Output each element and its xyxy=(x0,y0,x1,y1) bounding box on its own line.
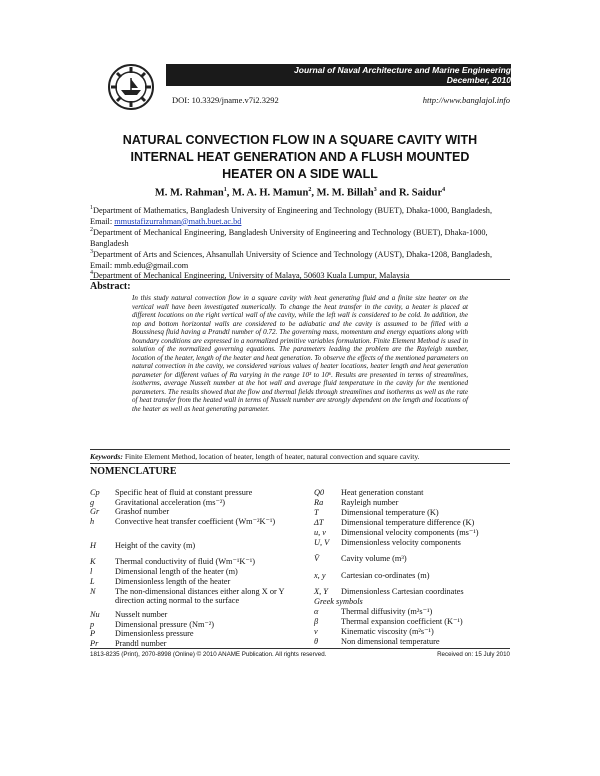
footer-issn: 1813-8235 (Print), 2070-8998 (Online) © 2010 ANAME Publication. All rights reserved. xyxy=(90,651,327,658)
nom-definition: Rayleigh number xyxy=(341,498,399,507)
title-line: INTERNAL HEAT GENERATION AND A FLUSH MOUNTED xyxy=(130,150,470,164)
nom-definition: Non dimensional temperature xyxy=(341,637,440,646)
divider xyxy=(90,279,510,280)
keywords-label: Keywords: xyxy=(90,452,123,461)
affil-sup: 3 xyxy=(90,249,93,255)
affil-sup: 2 xyxy=(90,227,93,233)
nom-symbol: ν xyxy=(314,627,318,636)
nom-definition: Thermal diffusivity (m²s⁻¹) xyxy=(341,607,433,616)
affil-sup: 4 xyxy=(90,270,93,276)
author-separator: , xyxy=(311,187,317,199)
nom-symbol: L xyxy=(90,577,95,586)
nom-symbol: P xyxy=(90,629,96,638)
footer-received-date: Received on: 15 July 2010 xyxy=(437,651,510,658)
affil-text: Department of Mechanical Engineering, Bangladesh University of Engineering and Technology (BUET), Dhaka-1000, Bangladesh xyxy=(90,227,488,248)
affil-text: Department of Mathematics, Bangladesh University of Engineering and Technology (BUET), Dhaka-1000, Bangladesh, Email: xyxy=(90,205,493,226)
abstract-heading: Abstract: xyxy=(90,281,131,292)
nom-symbol: Pr xyxy=(90,639,99,648)
paper-title xyxy=(90,132,510,183)
affil-text: Department of Arts and Sciences, Ahsanullah University of Science and Technology (AUST), Dhaka-1208, Bangladesh, Email: mmb.edu@gmail.com xyxy=(90,249,493,270)
nom-symbol: X, Y xyxy=(314,587,328,596)
nom-definition: The non-dimensional distances either along X or Y direction acting normal to the surface xyxy=(115,587,285,606)
author-affil-sup: 2 xyxy=(308,187,312,193)
title-line: HEATER ON A SIDE WALL xyxy=(222,167,378,181)
nom-symbol: Nu xyxy=(90,610,100,619)
nom-definition: Heat generation constant xyxy=(341,488,424,497)
doi: DOI: 10.3329/jname.v7i2.3292 xyxy=(172,95,279,105)
author-affil-sup: 4 xyxy=(442,187,446,193)
nom-symbol: U, V xyxy=(314,538,330,547)
author-affil-sup: 3 xyxy=(373,187,377,193)
nom-symbol: V̄ xyxy=(314,554,320,563)
divider xyxy=(90,463,510,464)
nom-definition: Cartesian co-ordinates (m) xyxy=(341,571,430,580)
author-name: M. M. Billah xyxy=(316,187,374,199)
nom-symbol: u, v xyxy=(314,528,326,537)
nom-symbol: K xyxy=(90,557,96,566)
nom-definition: Thermal conductivity of fluid (Wm⁻¹K⁻¹) xyxy=(115,557,255,566)
journal-logo xyxy=(108,64,154,110)
nom-definition: Dimensional velocity components (ms⁻¹) xyxy=(341,528,479,537)
author-name: M. A. H. Mamun xyxy=(231,187,309,199)
journal-name: Journal of Naval Architecture and Marine Engineering xyxy=(294,65,511,75)
nom-definition: Gravitational acceleration (ms⁻²) xyxy=(115,498,226,507)
journal-date: December, 2010 xyxy=(446,75,511,85)
nom-definition: Dimensional length of the heater (m) xyxy=(115,567,238,576)
nom-definition: Nusselt number xyxy=(115,610,168,619)
title-line: NATURAL CONVECTION FLOW IN A SQUARE CAVITY WITH xyxy=(122,133,478,147)
nom-definition: Dimensionless pressure xyxy=(115,629,194,638)
nom-symbol: Ra xyxy=(314,498,324,507)
nom-definition: Specific heat of fluid at constant pressure xyxy=(115,488,253,497)
nom-symbol: β xyxy=(314,617,319,626)
nom-definition: Dimensionless velocity components xyxy=(341,538,461,547)
greek-symbols-label: Greek symbols xyxy=(314,597,363,606)
author-affil-sup: 1 xyxy=(223,187,227,193)
nom-symbol: x, y xyxy=(314,571,326,580)
nom-symbol: θ xyxy=(314,637,319,646)
divider xyxy=(90,449,510,450)
affil-sup: 1 xyxy=(90,205,93,211)
keywords xyxy=(90,452,510,461)
nom-definition: Cavity volume (m³) xyxy=(341,554,407,563)
author-separator: and xyxy=(376,187,399,199)
nom-definition: Convective heat transfer coefficient (Wm⁻²K⁻¹) xyxy=(115,517,276,526)
nom-definition: Prandtl number xyxy=(115,639,167,648)
nom-definition: Kinematic viscosity (m²s⁻¹) xyxy=(341,627,434,636)
nom-definition: Dimensional temperature (K) xyxy=(341,508,439,517)
author-separator: , xyxy=(226,187,232,199)
nom-definition: Dimensionless Cartesian coordinates xyxy=(341,587,464,596)
nom-symbol: N xyxy=(90,587,96,596)
nom-symbol: Gr xyxy=(90,507,100,516)
nom-symbol: H xyxy=(90,541,96,550)
nom-definition: Dimensional pressure (Nm⁻²) xyxy=(115,620,215,629)
nom-symbol: α xyxy=(314,607,319,616)
nom-definition: Dimensional temperature difference (K) xyxy=(341,518,475,527)
nom-symbol: h xyxy=(90,517,95,526)
nom-symbol: g xyxy=(90,498,95,507)
journal-url[interactable]: http://www.banglajol.info xyxy=(422,95,510,105)
nom-symbol: ΔT xyxy=(314,518,324,527)
nom-symbol: T xyxy=(314,508,319,517)
affiliation-2 xyxy=(90,225,510,249)
nomenclature-heading: NOMENCLATURE xyxy=(90,466,177,477)
footer-divider xyxy=(90,648,510,649)
nom-definition: Height of the cavity (m) xyxy=(115,541,196,550)
nom-symbol: p xyxy=(90,620,95,629)
nom-symbol: Cp xyxy=(90,488,100,497)
author-name: M. M. Rahman xyxy=(154,187,224,199)
nom-definition: Thermal expansion coefficient (K⁻¹) xyxy=(341,617,463,626)
author-list xyxy=(90,187,510,199)
nom-symbol: Q0 xyxy=(314,488,325,497)
nom-definition: Dimensionless length of the heater xyxy=(115,577,231,586)
nom-definition: Grashof number xyxy=(115,507,170,516)
affil-text: Department of Mechanical Engineering, University of Malaya, 50603 Kuala Lumpur, Malaysia xyxy=(93,270,410,280)
email-link[interactable]: mmustafizurrahman@math.buet.ac.bd xyxy=(114,216,242,226)
affiliation-1 xyxy=(90,203,510,227)
author-name: R. Saidur xyxy=(398,187,443,199)
abstract-body: In this study natural convection flow in a square cavity with heat generating fluid and a finite size heater on the vertical wall have been investigated numerically. To change the heat transfer in the cavity, a heater is placed at different locations on the right vertical wall of the cavity, while the left wall is considered to be cold. In addition, the top and bottom horizontal walls are considered to be adiabatic and the cavity is assumed to be filled with a Boussinesq fluid having a Prandtl number of 0.72. The governing mass, momentum and energy equations along with boundary conditions are expressed in a normalized primitive variables formulation. Finite Element Method is used in solution of the normalized governing equations. The parameters leading the problem are the Rayleigh number, location of the heater, length of the heater and heat generation. To observe the effects of the mentioned parameters on natural convection in the cavity, we considered various values of heater locations, heater length and heat generation parameter for different values of Ra varying in the range 10³ to 10⁶. Results are presented in terms of streamlines, isotherms, average Nusselt number at the hot wall and average fluid temperature in the cavity for the mentioned parameters. The results showed that the flow and thermal fields through streamlines and isotherms as well as the rate of heat transfer from the heated wall in terms of Nusselt number are strongly dependent on the length and locations of the heater as well as heat generating parameter. xyxy=(132,294,468,413)
keywords-text: Finite Element Method, location of heater, length of heater, natural convection and square cavity. xyxy=(124,452,420,461)
nom-symbol: l xyxy=(90,567,93,576)
